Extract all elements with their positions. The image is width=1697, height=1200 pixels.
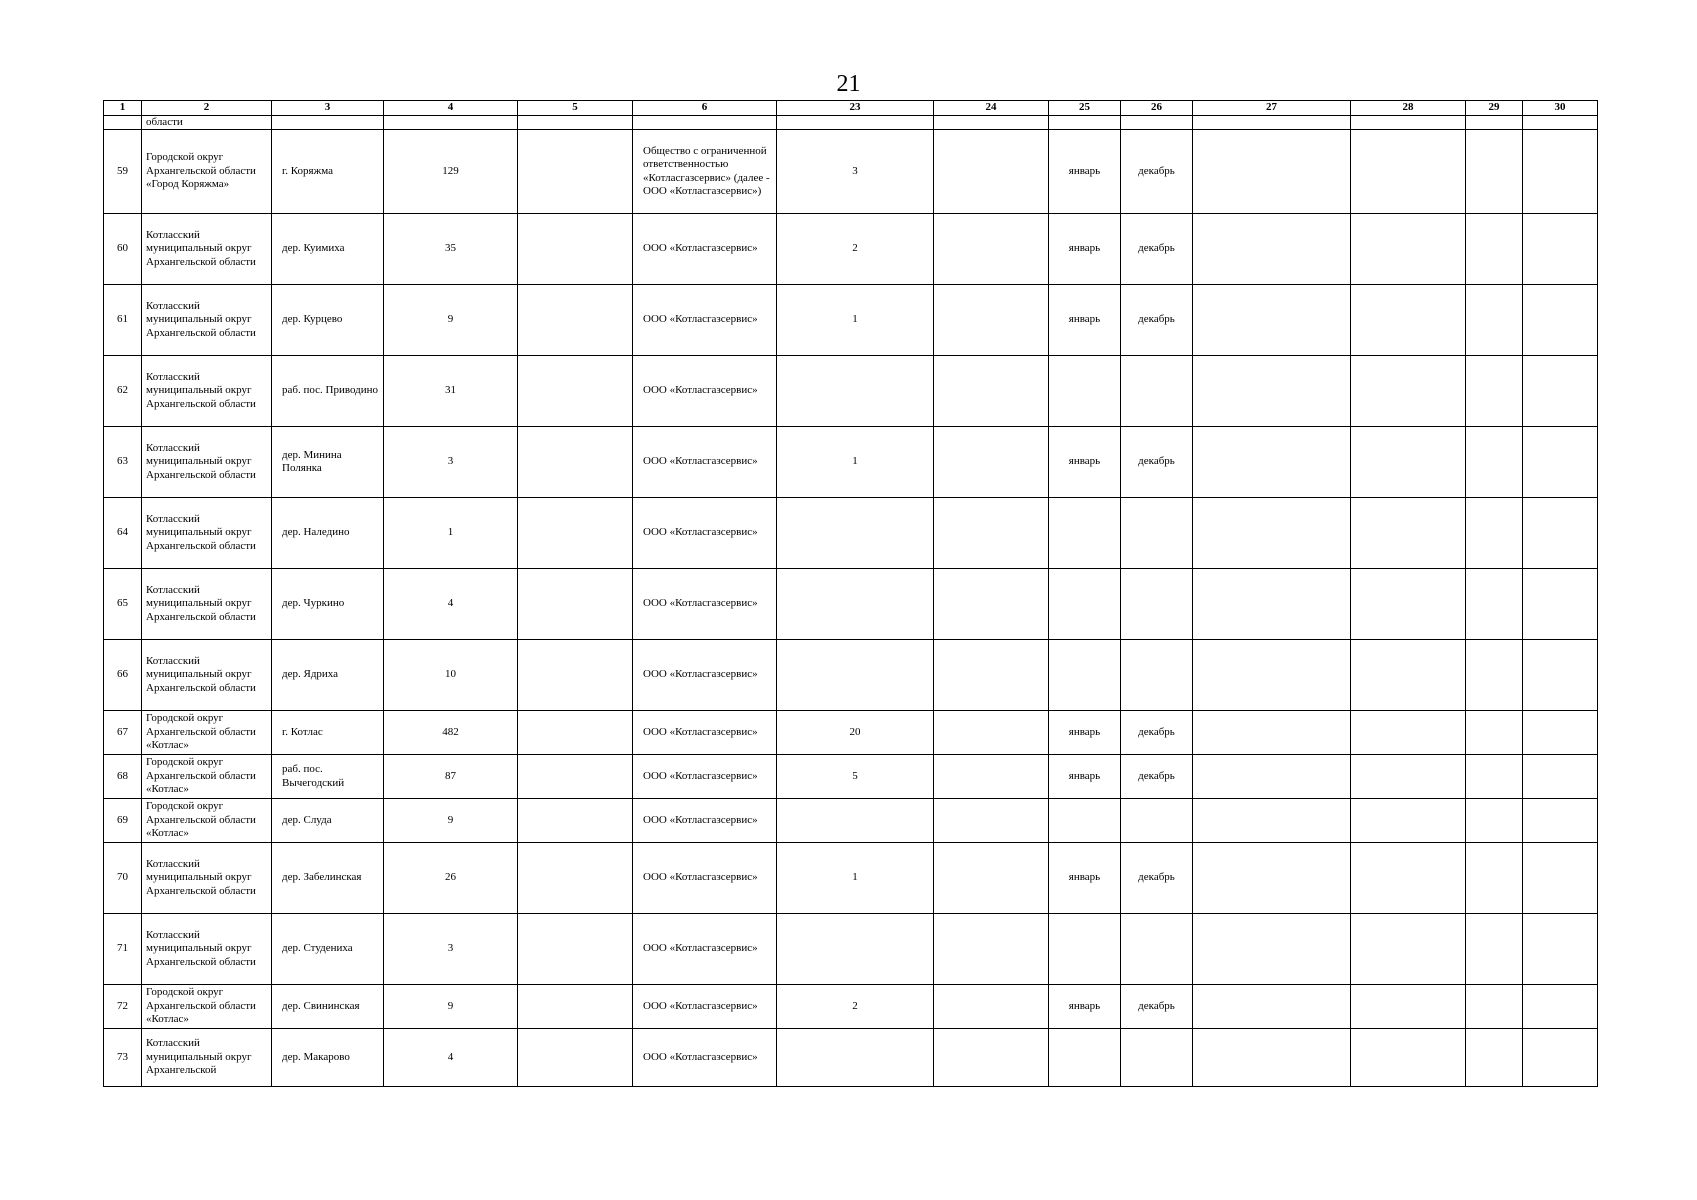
municipality-cell: Городской округ Архангельской области «Котлас»: [142, 755, 272, 799]
settlement-cell: дер. Курцево: [272, 285, 384, 356]
table-cell: [1523, 711, 1598, 755]
table-cell: [934, 498, 1049, 569]
table-cell: [1193, 356, 1351, 427]
start-month-cell: январь: [1049, 985, 1121, 1029]
table-cell: 2: [777, 985, 934, 1029]
table-cell: 4: [384, 569, 518, 640]
table-cell: [1523, 755, 1598, 799]
table-cell: [518, 427, 633, 498]
table-cell: [934, 130, 1049, 214]
column-header: 3: [272, 101, 384, 116]
table-cell: [1193, 985, 1351, 1029]
row-number-cell: 64: [104, 498, 142, 569]
table-cell: [1193, 711, 1351, 755]
table-cell: [518, 985, 633, 1029]
table-cell: 1: [777, 285, 934, 356]
row-number-cell: 73: [104, 1029, 142, 1087]
organization-cell: ООО «Котласгазсервис»: [633, 914, 777, 985]
table-cell: [1466, 640, 1523, 711]
table-cell: [1523, 115, 1598, 130]
end-month-cell: декабрь: [1121, 214, 1193, 285]
end-month-cell: декабрь: [1121, 711, 1193, 755]
row-number-cell: 61: [104, 285, 142, 356]
settlement-cell: дер. Свининская: [272, 985, 384, 1029]
table-cell: [518, 1029, 633, 1087]
end-month-cell: [1121, 569, 1193, 640]
municipality-cell: Городской округ Архангельской области «Город Коряжма»: [142, 130, 272, 214]
organization-cell: ООО «Котласгазсервис»: [633, 1029, 777, 1087]
table-cell: [1193, 214, 1351, 285]
table-cell: 1: [777, 427, 934, 498]
table-cell: [934, 1029, 1049, 1087]
table-cell: [1351, 755, 1466, 799]
table-cell: [1523, 285, 1598, 356]
table-cell: [1466, 799, 1523, 843]
table-cell: [1351, 985, 1466, 1029]
table-cell: [1351, 914, 1466, 985]
table-row: [104, 569, 1598, 640]
table-cell: [518, 285, 633, 356]
organization-cell: ООО «Котласгазсервис»: [633, 985, 777, 1029]
start-month-cell: январь: [1049, 285, 1121, 356]
page-number: 21: [836, 71, 861, 97]
row-number-cell: 63: [104, 427, 142, 498]
table-cell: [518, 640, 633, 711]
column-header: 1: [104, 101, 142, 116]
settlement-cell: раб. пос. Приводино: [272, 356, 384, 427]
end-month-cell: декабрь: [1121, 130, 1193, 214]
table-row: [104, 356, 1598, 427]
organization-cell: ООО «Котласгазсервис»: [633, 843, 777, 914]
municipality-cell: Котласский муниципальный округ Архангельской области: [142, 214, 272, 285]
table-cell: [1466, 214, 1523, 285]
end-month-cell: [1121, 914, 1193, 985]
table-cell: [777, 569, 934, 640]
start-month-cell: январь: [1049, 755, 1121, 799]
row-number-cell: 70: [104, 843, 142, 914]
municipality-cell: Городской округ Архангельской области «Котлас»: [142, 711, 272, 755]
table-cell: [1351, 214, 1466, 285]
organization-cell: ООО «Котласгазсервис»: [633, 711, 777, 755]
table-cell: [1523, 843, 1598, 914]
column-header: 5: [518, 101, 633, 116]
municipality-cell: Котласский муниципальный округ Архангельской области: [142, 427, 272, 498]
table-cell: [1351, 569, 1466, 640]
table-cell: 1: [777, 843, 934, 914]
table-cell: [777, 914, 934, 985]
municipality-cell: Котласский муниципальный округ Архангельской области: [142, 843, 272, 914]
start-month-cell: [1049, 569, 1121, 640]
municipality-cell: Котласский муниципальный округ Архангельской области: [142, 356, 272, 427]
table-cell: 482: [384, 711, 518, 755]
table-cell: [934, 115, 1049, 130]
organization-cell: ООО «Котласгазсервис»: [633, 755, 777, 799]
municipality-cell: Котласский муниципальный округ Архангельской области: [142, 569, 272, 640]
table-cell: [1351, 843, 1466, 914]
table-cell: [777, 498, 934, 569]
table-cell: [934, 285, 1049, 356]
column-header: 30: [1523, 101, 1598, 116]
column-header: 29: [1466, 101, 1523, 116]
table-cell: [934, 985, 1049, 1029]
table-cell: [1466, 985, 1523, 1029]
settlement-cell: дер. Минина Полянка: [272, 427, 384, 498]
start-month-cell: [1049, 356, 1121, 427]
table-cell: [1193, 130, 1351, 214]
end-month-cell: [1121, 498, 1193, 569]
table-cell: [1523, 569, 1598, 640]
header-row: [104, 101, 1598, 116]
column-header: 25: [1049, 101, 1121, 116]
table-cell: [633, 115, 777, 130]
settlement-cell: дер. Чуркино: [272, 569, 384, 640]
table-cell: [104, 115, 142, 130]
table-cell: [1466, 711, 1523, 755]
row-number-cell: 68: [104, 755, 142, 799]
table-cell: 35: [384, 214, 518, 285]
table-cell: [1523, 985, 1598, 1029]
registry-table: [103, 100, 1598, 1087]
organization-cell: ООО «Котласгазсервис»: [633, 799, 777, 843]
table-cell: [518, 115, 633, 130]
table-cell: [1523, 914, 1598, 985]
column-header: 23: [777, 101, 934, 116]
table-cell: 3: [777, 130, 934, 214]
column-header: 24: [934, 101, 1049, 116]
carry-over-row: [104, 115, 1598, 130]
row-number-cell: 69: [104, 799, 142, 843]
start-month-cell: [1049, 914, 1121, 985]
table-cell: [777, 799, 934, 843]
organization-cell: ООО «Котласгазсервис»: [633, 214, 777, 285]
table-cell: [777, 115, 934, 130]
municipality-cell: Котласский муниципальный округ Архангельской области: [142, 498, 272, 569]
end-month-cell: декабрь: [1121, 755, 1193, 799]
organization-cell: ООО «Котласгазсервис»: [633, 569, 777, 640]
start-month-cell: [1049, 1029, 1121, 1087]
table-cell: [1351, 130, 1466, 214]
table-cell: 129: [384, 130, 518, 214]
table-cell: 2: [777, 214, 934, 285]
table-cell: [777, 640, 934, 711]
table-cell: 9: [384, 285, 518, 356]
table-cell: [1466, 1029, 1523, 1087]
table-cell: [934, 640, 1049, 711]
row-number-cell: 59: [104, 130, 142, 214]
start-month-cell: январь: [1049, 130, 1121, 214]
table-cell: [1523, 214, 1598, 285]
table-cell: [1466, 356, 1523, 427]
organization-cell: Общество с ограниченной ответственностью «Котласгазсервис» (далее - ООО «Котласгазсервис»): [633, 130, 777, 214]
table-cell: [1466, 569, 1523, 640]
table-cell: [1193, 843, 1351, 914]
table-cell: [1193, 427, 1351, 498]
municipality-cell: Котласский муниципальный округ Архангельской области: [142, 285, 272, 356]
row-number-cell: 67: [104, 711, 142, 755]
start-month-cell: [1049, 799, 1121, 843]
table-cell: [1351, 498, 1466, 569]
table-cell: [1193, 498, 1351, 569]
municipality-cell: Городской округ Архангельской области «Котлас»: [142, 985, 272, 1029]
table-cell: [518, 130, 633, 214]
table-cell: [1466, 427, 1523, 498]
table-cell: [1193, 640, 1351, 711]
table-row: [104, 799, 1598, 843]
organization-cell: ООО «Котласгазсервис»: [633, 498, 777, 569]
table-row: [104, 640, 1598, 711]
table-cell: [1193, 1029, 1351, 1087]
table-cell: [1523, 356, 1598, 427]
column-header: 2: [142, 101, 272, 116]
end-month-cell: декабрь: [1121, 985, 1193, 1029]
table-cell: [1351, 356, 1466, 427]
table-cell: 87: [384, 755, 518, 799]
table-cell: [1193, 755, 1351, 799]
table-cell: [1466, 498, 1523, 569]
table-cell: [1351, 115, 1466, 130]
settlement-cell: дер. Куимиха: [272, 214, 384, 285]
settlement-cell: дер. Наледино: [272, 498, 384, 569]
settlement-cell: дер. Слуда: [272, 799, 384, 843]
table-row: [104, 1029, 1598, 1087]
row-number-cell: 72: [104, 985, 142, 1029]
table-row: [104, 498, 1598, 569]
end-month-cell: декабрь: [1121, 427, 1193, 498]
table-cell: [1049, 115, 1121, 130]
table-cell: [1351, 285, 1466, 356]
table-cell: 9: [384, 985, 518, 1029]
table-row: [104, 755, 1598, 799]
table-cell: 20: [777, 711, 934, 755]
row-number-cell: 60: [104, 214, 142, 285]
row-number-cell: 71: [104, 914, 142, 985]
table-cell: [518, 914, 633, 985]
settlement-cell: раб. пос. Вычегодский: [272, 755, 384, 799]
table-cell: 10: [384, 640, 518, 711]
table-cell: [934, 755, 1049, 799]
table-cell: [384, 115, 518, 130]
table-cell: [1466, 755, 1523, 799]
table-cell: [934, 843, 1049, 914]
table-body: [104, 115, 1598, 1087]
table-cell: [1466, 285, 1523, 356]
table-cell: [518, 214, 633, 285]
table-cell: [272, 115, 384, 130]
end-month-cell: [1121, 640, 1193, 711]
table-row: [104, 914, 1598, 985]
settlement-cell: г. Коряжма: [272, 130, 384, 214]
table-row: [104, 427, 1598, 498]
settlement-cell: г. Котлас: [272, 711, 384, 755]
table-row: [104, 285, 1598, 356]
start-month-cell: январь: [1049, 214, 1121, 285]
table-cell: 4: [384, 1029, 518, 1087]
table-cell: [1523, 640, 1598, 711]
organization-cell: ООО «Котласгазсервис»: [633, 427, 777, 498]
table-cell: [934, 914, 1049, 985]
table-cell: [934, 356, 1049, 427]
table-cell: [777, 356, 934, 427]
table-cell: 31: [384, 356, 518, 427]
table-cell: [1193, 799, 1351, 843]
column-header: 4: [384, 101, 518, 116]
table-cell: [1193, 569, 1351, 640]
table-cell: [1523, 1029, 1598, 1087]
table-cell: [934, 711, 1049, 755]
table-cell: [1466, 914, 1523, 985]
table-cell: [1523, 498, 1598, 569]
table-row: [104, 843, 1598, 914]
table-cell: области: [142, 115, 272, 130]
table-cell: [1466, 115, 1523, 130]
table-cell: 3: [384, 914, 518, 985]
table-cell: [518, 356, 633, 427]
table-cell: [518, 799, 633, 843]
table-row: [104, 130, 1598, 214]
table-cell: 1: [384, 498, 518, 569]
table-cell: [518, 755, 633, 799]
table-cell: [1523, 130, 1598, 214]
table-cell: [1193, 914, 1351, 985]
column-header: 27: [1193, 101, 1351, 116]
table-cell: [1193, 285, 1351, 356]
column-header: 6: [633, 101, 777, 116]
table-cell: [1351, 1029, 1466, 1087]
table-row: [104, 214, 1598, 285]
table-cell: [1121, 115, 1193, 130]
table-cell: [1466, 843, 1523, 914]
table-cell: [1351, 640, 1466, 711]
table-cell: [518, 498, 633, 569]
table-cell: 3: [384, 427, 518, 498]
table-cell: [1523, 799, 1598, 843]
end-month-cell: [1121, 1029, 1193, 1087]
table-cell: [1351, 427, 1466, 498]
end-month-cell: декабрь: [1121, 843, 1193, 914]
table-row: [104, 985, 1598, 1029]
table-cell: [934, 214, 1049, 285]
table-cell: [518, 843, 633, 914]
table-cell: [1466, 130, 1523, 214]
organization-cell: ООО «Котласгазсервис»: [633, 356, 777, 427]
table-cell: [777, 1029, 934, 1087]
start-month-cell: январь: [1049, 843, 1121, 914]
column-header: 28: [1351, 101, 1466, 116]
column-number-header: [104, 101, 1598, 116]
table-row: [104, 711, 1598, 755]
table-cell: [934, 569, 1049, 640]
table-cell: 9: [384, 799, 518, 843]
settlement-cell: дер. Ядриха: [272, 640, 384, 711]
start-month-cell: [1049, 498, 1121, 569]
table-cell: [518, 569, 633, 640]
row-number-cell: 65: [104, 569, 142, 640]
municipality-cell: Котласский муниципальный округ Архангельской области: [142, 914, 272, 985]
start-month-cell: [1049, 640, 1121, 711]
settlement-cell: дер. Студениха: [272, 914, 384, 985]
organization-cell: ООО «Котласгазсервис»: [633, 285, 777, 356]
table-cell: [1523, 427, 1598, 498]
organization-cell: ООО «Котласгазсервис»: [633, 640, 777, 711]
table-cell: 5: [777, 755, 934, 799]
table-cell: [1351, 711, 1466, 755]
table-cell: [934, 799, 1049, 843]
row-number-cell: 62: [104, 356, 142, 427]
end-month-cell: декабрь: [1121, 285, 1193, 356]
start-month-cell: январь: [1049, 427, 1121, 498]
settlement-cell: дер. Забелинская: [272, 843, 384, 914]
column-header: 26: [1121, 101, 1193, 116]
table-cell: 26: [384, 843, 518, 914]
municipality-cell: Городской округ Архангельской области «Котлас»: [142, 799, 272, 843]
table-cell: [934, 427, 1049, 498]
table-cell: [1193, 115, 1351, 130]
end-month-cell: [1121, 356, 1193, 427]
settlement-cell: дер. Макарово: [272, 1029, 384, 1087]
municipality-cell: Котласский муниципальный округ Архангельской области: [142, 640, 272, 711]
end-month-cell: [1121, 799, 1193, 843]
table-cell: [1351, 799, 1466, 843]
row-number-cell: 66: [104, 640, 142, 711]
start-month-cell: январь: [1049, 711, 1121, 755]
municipality-cell: Котласский муниципальный округ Архангельской: [142, 1029, 272, 1087]
table-cell: [518, 711, 633, 755]
